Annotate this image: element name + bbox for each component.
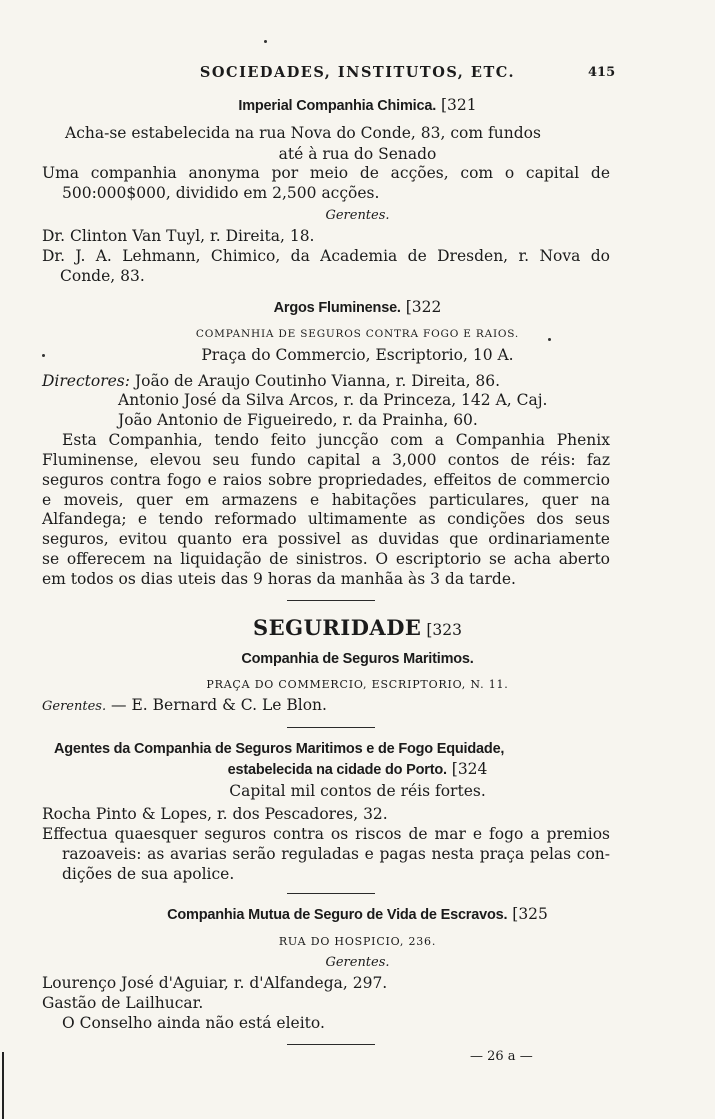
entry-324-ref: [324 (451, 760, 488, 778)
entry-322-para-5: Alfandega; e tendo reformado ultimamente as condições dos seus (42, 510, 610, 528)
entry-324-capital: Capital mil contos de réis fortes. (229, 782, 486, 800)
seguridade-subtitle: Companhia de Seguros Maritimos. (241, 651, 474, 667)
entry-325-note: O Conselho ainda não está eleito. (62, 1014, 325, 1032)
section-divider-2 (287, 727, 375, 728)
entry-322-directores-label: Directores: (42, 372, 130, 390)
entry-321-ref: [321 (440, 96, 477, 114)
seguridade-heading (0, 616, 715, 642)
section-divider-3 (287, 893, 375, 894)
entry-322-para-6: seguros, evitou quanto era possivel as duvidas que ordinariamente (42, 530, 610, 548)
entry-324-title-2: estabelecida na cidade do Porto. (227, 762, 447, 778)
entry-322-subtitle: COMPANHIA DE SEGUROS CONTRA FOGO E RAIOS. (195, 328, 520, 340)
entry-321-gerente-3: Conde, 83. (60, 267, 145, 285)
seguridade-gerentes: — E. Bernard & C. Le Blon. (111, 696, 327, 714)
page-number: 415 (588, 65, 616, 80)
entry-324-title-1: Agentes da Companhia de Seguros Maritimos e de Fogo Equidade, (54, 741, 505, 757)
entry-324-text-1: Effectua quaesquer seguros contra os riscos de mar e fogo a premios (42, 825, 610, 843)
entry-321-gerentes-label: Gerentes. (325, 208, 390, 223)
entry-322-director-1-row (42, 372, 500, 390)
entry-325-gerente-1: Lourenço José d'Aguiar, r. d'Alfandega, 297. (42, 974, 388, 992)
entry-322-director-1: João de Araujo Coutinho Vianna, r. Direita, 86. (134, 372, 501, 390)
scan-margin-artifact (2, 1052, 4, 1119)
entry-321-text-2: até à rua do Senado (278, 145, 437, 163)
entry-321-title: Imperial Companhia Chimica. (238, 98, 437, 114)
section-divider-4 (287, 1044, 375, 1045)
entry-325-ref: [325 (512, 905, 548, 923)
entry-324-agent: Rocha Pinto & Lopes, r. dos Pescadores, 32. (42, 805, 388, 823)
section-divider-1 (287, 600, 375, 601)
signature-mark: — 26 a — (470, 1049, 533, 1064)
entry-322-para-7: se offerecem na liquidação de sinistros. O escriptorio se acha aberto (42, 550, 610, 568)
running-head: SOCIEDADES, INSTITUTOS, ETC. (199, 64, 516, 81)
seguridade-gerentes-row (42, 696, 327, 716)
entry-322-address: Praça do Commercio, Escriptorio, 10 A. (201, 346, 514, 364)
entry-325-heading (0, 905, 715, 924)
entry-324-text-3: dições de sua apolice. (62, 865, 235, 883)
scan-speck (548, 338, 551, 341)
entry-322-heading (0, 298, 715, 317)
entry-322-para-2: Fluminense, elevou seu fundo capital a 3,000 contos de réis: faz (42, 451, 610, 469)
entry-324-text-2: razoaveis: as avarias serão reguladas e pagas nesta praça pelas con- (62, 845, 610, 863)
scan-speck (264, 40, 267, 43)
entry-322-para-4: e moveis, quer em armazens e habitações particulares, quer na (42, 491, 610, 509)
entry-325-address: RUA DO HOSPICIO, 236. (278, 935, 437, 948)
seguridade-ref: [323 (426, 621, 462, 639)
entry-325-title: Companhia Mutua de Seguro de Vida de Escravos. (167, 907, 508, 923)
entry-322-para-8: em todos os dias uteis das 9 horas da manhãa às 3 da tarde. (42, 570, 516, 588)
entry-322-title: Argos Fluminense. (273, 300, 401, 316)
seguridade-gerentes-label: Gerentes. (42, 699, 107, 714)
scan-speck (42, 354, 45, 357)
entry-322-para-1: Esta Companhia, tendo feito juncção com a Companhia Phenix (62, 431, 610, 449)
entry-321-heading (0, 96, 715, 115)
entry-325-gerente-2: Gastão de Lailhucar. (42, 994, 204, 1012)
entry-321-text-1: Acha-se estabelecida na rua Nova do Conde, 83, com fundos (65, 124, 541, 142)
entry-321-gerente-2: Dr. J. A. Lehmann, Chimico, da Academia de Dresden, r. Nova do (42, 247, 610, 265)
entry-321-gerente-1: Dr. Clinton Van Tuyl, r. Direita, 18. (42, 227, 315, 245)
seguridade-title: SEGURIDADE (253, 615, 422, 640)
seguridade-address: PRAÇA DO COMMERCIO, ESCRIPTORIO, N. 11. (206, 678, 509, 691)
entry-321-text-3: Uma companhia anonyma por meio de acções, com o capital de (42, 164, 610, 182)
entry-321-text-4: 500:000$000, dividido em 2,500 acções. (62, 184, 380, 202)
entry-322-ref: [322 (405, 298, 442, 316)
entry-322-para-3: seguros contra fogo e raios sobre propriedades, effeitos de commercio (42, 471, 610, 489)
entry-325-gerentes-label: Gerentes. (325, 955, 390, 970)
entry-322-director-2: Antonio José da Silva Arcos, r. da Princeza, 142 A, Caj. (118, 391, 548, 409)
entry-322-director-3: João Antonio de Figueiredo, r. da Prainha, 60. (118, 411, 478, 429)
entry-324-title-2-row (0, 760, 715, 779)
